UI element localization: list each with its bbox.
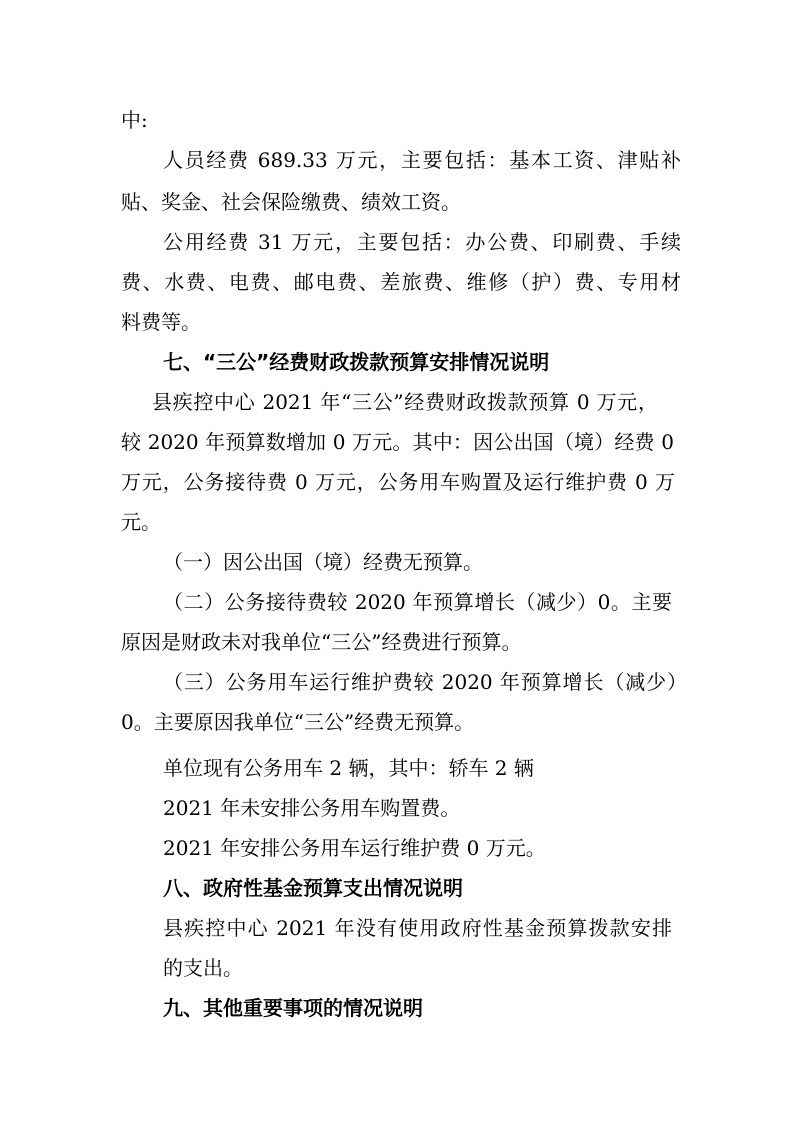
text-line: 2021 年安排公务用车运行维护费 0 万元。	[163, 836, 546, 860]
text-line: 县疾控中心 2021 年没有使用政府性基金预算拨款安排	[163, 916, 672, 940]
text-line: 贴、奖金、社会保险缴费、绩效工资。	[121, 190, 461, 214]
text-line: （二）公务接待费较 2020 年预算增长（减少）0。主要	[163, 590, 672, 614]
text-line: 原因是财政未对我单位“三公”经费进行预算。	[121, 630, 522, 654]
text-line: 料费等。	[121, 310, 201, 334]
text-line: （三）公务用车运行维护费较 2020 年预算增长（减少）	[163, 670, 687, 694]
text-line: （一）因公出国（境）经费无预算。	[163, 550, 483, 574]
text-line: 较 2020 年预算数增加 0 万元。其中：因公出国（境）经费 0	[121, 430, 674, 454]
text-line: 费、水费、电费、邮电费、差旅费、维修（护）费、专用材	[121, 270, 681, 294]
section-heading: 七、“三公”经费财政拨款预算安排情况说明	[163, 350, 550, 374]
text-line: 元。	[121, 510, 161, 534]
text-line: 单位现有公务用车 2 辆，其中：轿车 2 辆	[163, 756, 534, 780]
section-heading: 八、政府性基金预算支出情况说明	[163, 876, 463, 900]
text-line: 万元，公务接待费 0 万元，公务用车购置及运行维护费 0 万	[121, 470, 675, 494]
text-line: 县疾控中心 2021 年“三公”经费财政拨款预算 0 万元，	[152, 390, 658, 414]
text-line: 人员经费 689.33 万元，主要包括：基本工资、津贴补	[163, 148, 681, 172]
text-line: 的支出。	[163, 956, 243, 980]
text-line: 0。主要原因我单位“三公”经费无预算。	[121, 710, 475, 734]
text-line: 公用经费 31 万元，主要包括：办公费、印刷费、手续	[163, 230, 681, 254]
section-heading: 九、其他重要事项的情况说明	[163, 996, 423, 1020]
text-line: 2021 年未安排公务用车购置费。	[163, 796, 461, 820]
text-line: 中:	[121, 108, 148, 132]
